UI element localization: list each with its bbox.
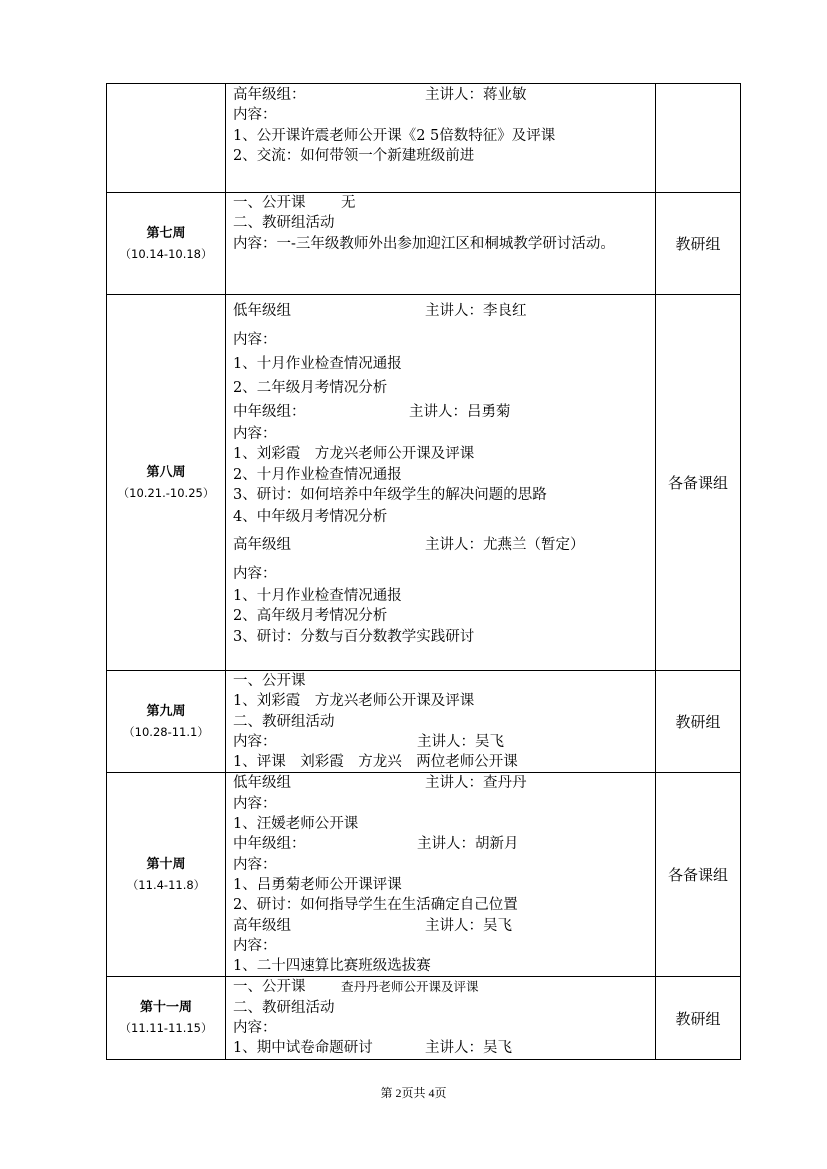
week-dates: （10.28-11.1）	[123, 724, 209, 739]
content-cell	[226, 977, 656, 1059]
content-line: 内容：	[233, 107, 277, 124]
content-line: 内容：	[233, 566, 277, 583]
table-row	[107, 193, 741, 295]
week-cell	[107, 84, 226, 193]
table-row	[107, 773, 741, 977]
week-dates: （11.11-11.15）	[119, 1021, 213, 1036]
content-line: 3、研讨：如何培养中年级学生的解决问题的思路	[233, 486, 547, 503]
content-line: 一、公开课 无	[233, 195, 356, 211]
table-row	[107, 977, 741, 1059]
week-cell	[107, 977, 226, 1059]
content-line: 二、教研组活动	[233, 999, 335, 1016]
content-line: 1、评课 刘彩霞 方龙兴 两位老师公开课	[233, 754, 518, 771]
content-line: 内容：	[233, 426, 277, 442]
content-line: 高年级组 主讲人：尤燕兰（暂定）	[233, 537, 585, 554]
content-line: 2、十月作业检查情况通报	[233, 466, 402, 483]
week-cell	[107, 671, 226, 773]
content-line: 1、十月作业检查情况通报	[233, 588, 402, 605]
week-cell	[107, 193, 226, 295]
content-line: 一、公开课	[233, 673, 306, 689]
content-line: 3、研讨：分数与百分数教学实践研讨	[233, 628, 475, 645]
week-cell	[107, 773, 226, 977]
content-line: 二、教研组活动	[233, 215, 335, 232]
week-dates: （10.21.-10.25）	[117, 485, 215, 500]
role-cell: 教研组	[656, 671, 741, 773]
content-line: 2、二年级月考情况分析	[233, 380, 388, 396]
content-line: 内容：	[233, 332, 277, 348]
content-line: 低年级组 主讲人：李良红	[233, 303, 527, 319]
week-label: 第十一周	[139, 1000, 192, 1016]
content-line: 4、中年级月考情况分析	[233, 509, 388, 526]
content-line: 2、高年级月考情况分析	[233, 608, 388, 625]
content-line: 内容：	[233, 937, 277, 954]
week-label: 第七周	[146, 225, 186, 241]
week-label: 第十周	[146, 856, 186, 872]
table-row	[107, 295, 741, 671]
page-footer: 第 2页共 4页	[380, 1086, 447, 1100]
role-cell: 各备课组	[656, 773, 741, 977]
content-line: 1、十月作业检查情况通报	[233, 356, 402, 372]
role-cell: 各备课组	[656, 295, 741, 671]
week-label: 第九周	[146, 703, 186, 719]
content-line: 1、公开课许震老师公开课《2 5倍数特征》及评课	[233, 127, 556, 144]
content-line: 低年级组 主讲人：查丹丹	[233, 775, 527, 792]
content-line: 2、交流：如何带领一个新建班级前进	[233, 147, 475, 164]
table-row	[107, 671, 741, 773]
content-cell	[226, 773, 656, 977]
content-line: 一、公开课 查丹丹老师公开课及评课	[233, 979, 479, 996]
content-line: 内容：	[233, 795, 277, 812]
content-cell	[226, 193, 656, 295]
content-line: 中年级组： 主讲人：吕勇菊	[233, 404, 511, 420]
table-row	[107, 84, 741, 193]
content-line: 二、教研组活动	[233, 713, 335, 730]
role-cell: 教研组	[656, 193, 741, 295]
content-line: 1、二十四速算比赛班级选拔赛	[233, 958, 431, 975]
content-line: 内容：	[233, 1020, 277, 1037]
week-label: 第八周	[146, 464, 186, 480]
content-line: 高年级组 主讲人：吴飞	[233, 917, 512, 934]
week-dates: （10.14-10.18）	[119, 246, 213, 261]
content-cell	[226, 671, 656, 773]
content-line: 高年级组： 主讲人：蒋业敏	[233, 87, 527, 103]
week-dates: （11.4-11.8）	[126, 877, 206, 892]
role-cell	[656, 84, 741, 193]
content-line: 1、刘彩霞 方龙兴老师公开课及评课	[233, 446, 475, 463]
role-cell: 教研组	[656, 977, 741, 1059]
content-line: 内容：一-三年级教师外出参加迎江区和桐城教学研讨活动。	[233, 235, 615, 252]
content-line: 内容：	[233, 856, 277, 873]
content-line: 1、汪媛老师公开课	[233, 816, 359, 833]
content-line: 内容： 主讲人：吴飞	[233, 733, 504, 750]
content-line: 1、吕勇菊老师公开课评课	[233, 876, 402, 893]
content-line: 1、刘彩霞 方龙兴老师公开课及评课	[233, 693, 475, 710]
content-line: 1、期中试卷命题研讨 主讲人：吴飞	[233, 1040, 512, 1057]
content-line: 2、研讨：如何指导学生在生活确定自己位置	[233, 897, 518, 914]
schedule-table	[106, 83, 741, 1060]
content-cell	[226, 295, 656, 671]
week-cell	[107, 295, 226, 671]
content-line: 中年级组： 主讲人：胡新月	[233, 836, 519, 853]
content-cell	[226, 84, 656, 193]
